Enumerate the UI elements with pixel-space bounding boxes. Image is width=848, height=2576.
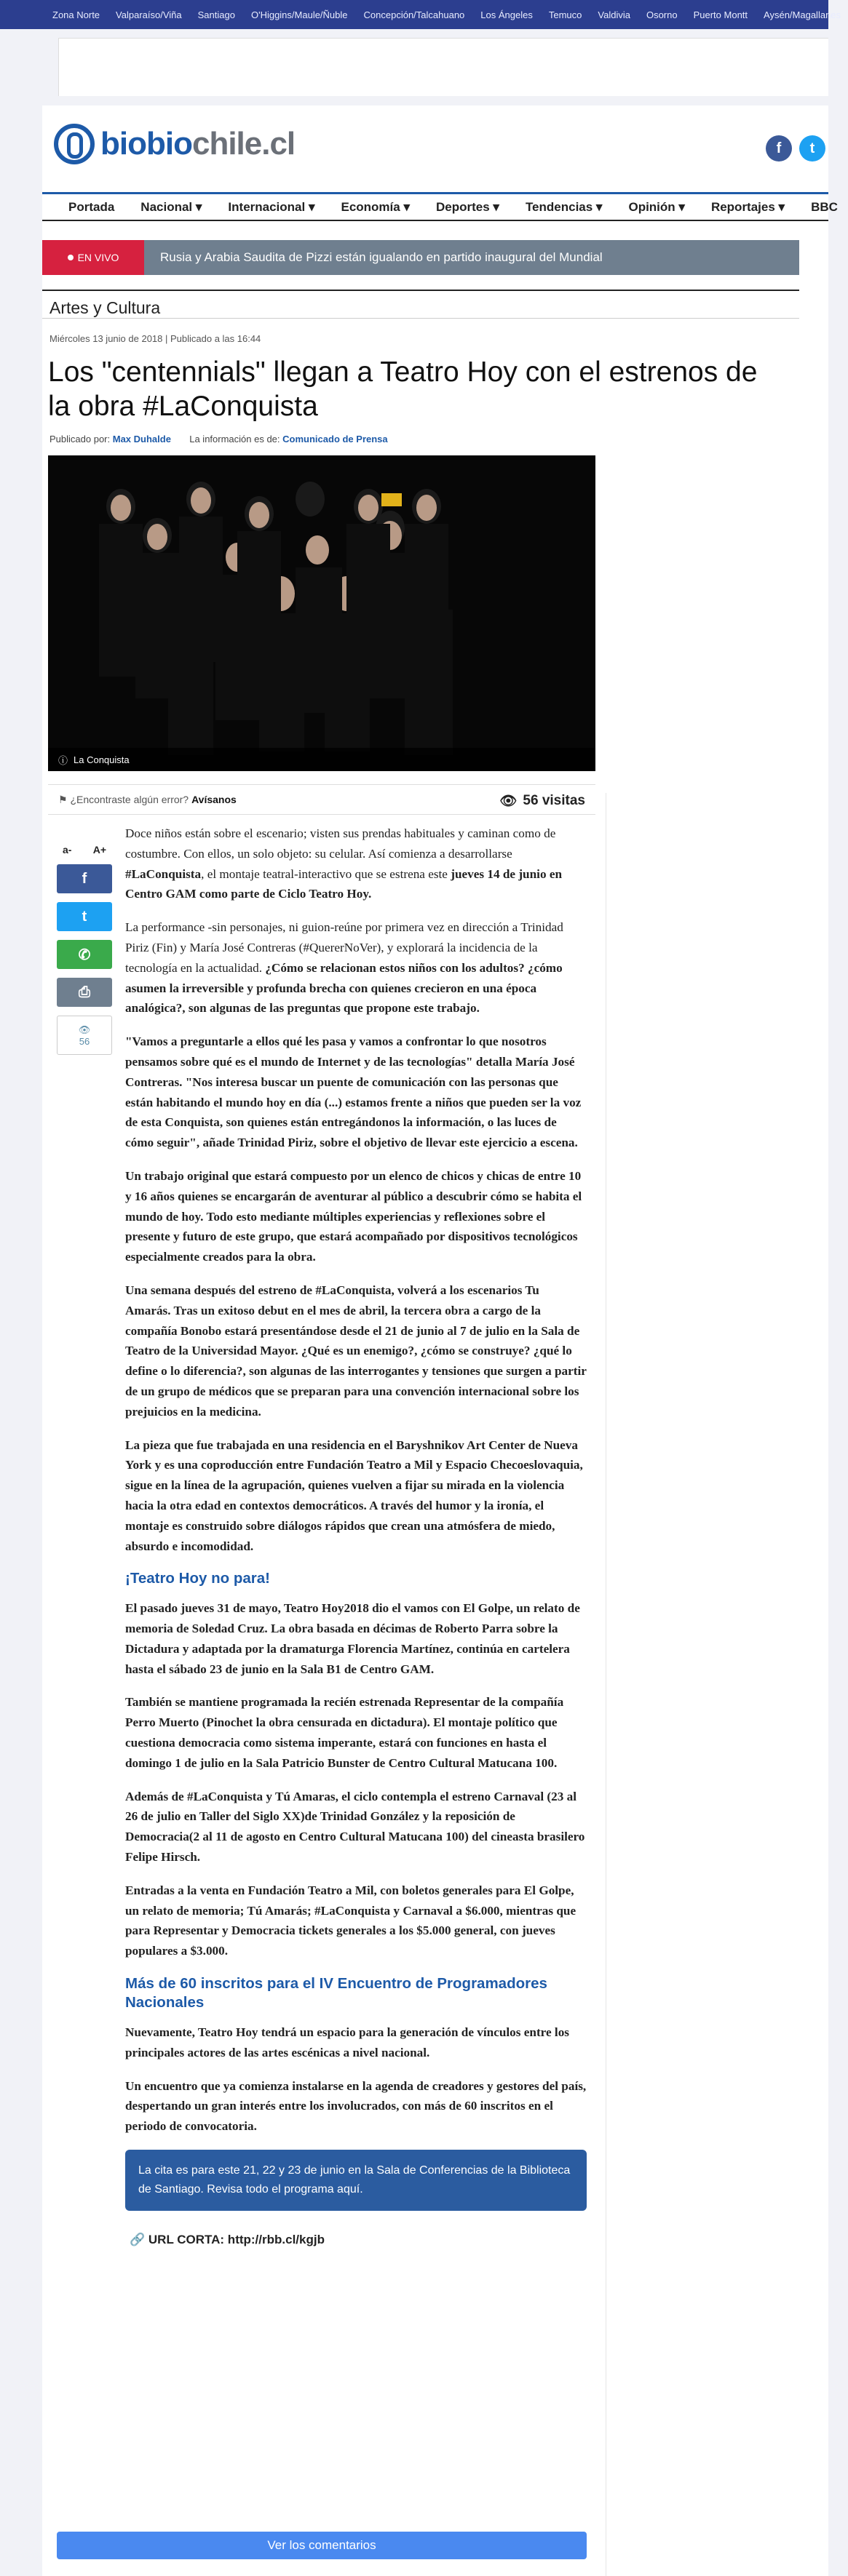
nav-item[interactable]: BBC (811, 199, 838, 214)
city-link[interactable]: O'Higgins/Maule/Ñuble (250, 9, 348, 20)
paragraph: Un encuentro que ya comienza instalarse en la agenda de creadores y gestores del país, despertando un gran interés entre los involucrados, con más de 60 inscritos en el periodo de convocatoria. (125, 2078, 587, 2134)
city-link[interactable]: Concepción/Talcahuano (363, 9, 465, 20)
paragraph: Una semana después del estreno de #LaConquista, volverá a los escenarios Tu Amarás. Tras un exitoso debut en el mes de abril, la tercera obra a cargo de la compañía Bonobo estará presentándose desde el 21 de junio al 7 de julio en la Sala de Teatro de la Universidad Mayor. ¿Qué es un enemigo?, ¿cómo se construye? ¿qué lo define o lo diferencia?, son algunas de las interrogantes y tensiones que surgen a partir de un grupo de médicos que se preparan para una convención internacional sobre los prejuicios en la medicina. (125, 1283, 587, 1419)
font-smaller-button[interactable]: a- (63, 844, 72, 856)
city-link[interactable]: Valparaíso/Viña (116, 9, 182, 20)
nav-item[interactable]: Reportajes ▾ (710, 199, 785, 214)
paragraph: Doce niños están sobre el escenario; visten sus prendas habituales y caminan como de costumbre. Con ellos, un solo objeto: su celular. Así comienza a desarrollarse #LaConquista, el montaje teatral-interactivo que se estrena este jueves 14 de junio en Centro GAM como parte de Ciclo Teatro Hoy. (125, 826, 563, 901)
twitter-icon: t (82, 908, 87, 925)
paragraph: Nuevamente, Teatro Hoy tendrá un espacio para la generación de vínculos entre los principales actores de las artes escénicas a nivel nacional. (125, 2025, 569, 2059)
share-facebook-button[interactable] (57, 864, 112, 893)
author-link[interactable]: Max Duhalde (112, 434, 171, 444)
site-logo[interactable] (54, 124, 295, 164)
live-ticker[interactable] (42, 240, 799, 275)
article-title: Los "centennials" llegan a Teatro Hoy con el estrenos de la obra #LaConquista (48, 356, 758, 422)
paragraph: La pieza que fue trabajada en una residencia en el Baryshnikov Art Center de Nueva York y es una coproducción entre Fundación Teatro a Mil y Espacio Checoeslovaquia, sigue en la línea de la agrupación, quienes vuelven a fijar su mirada en la violencia hacia la otra edad en contextos democráticos. A través del humor y la ironía, el montaje es construido sobre diálogos rápidos que crean una atmósfera de miedo, absurdo e incomodidad. (125, 1437, 583, 1553)
photo-caption: ⓘ La Conquista (48, 748, 595, 771)
live-dot-icon (68, 255, 74, 260)
view-comments-button[interactable]: Ver los comentarios (57, 2532, 587, 2559)
city-link[interactable]: Valdivia (598, 9, 630, 20)
city-link[interactable]: Puerto Montt (693, 9, 748, 20)
paragraph: Además de #LaConquista y Tú Amaras, el ciclo contempla el estreno Carnaval (23 al 26 de julio en Taller del Siglo XX)de Trinidad González y la reposición de Democracia(2 al 11 de agosto en Centro Cultural Matucana 100) del cineasta brasilero Felipe Hirsch. (125, 1789, 585, 1865)
link-icon: 🔗 (130, 2233, 148, 2247)
facebook-icon[interactable]: f (766, 135, 792, 162)
whatsapp-icon: ✆ (78, 946, 91, 963)
paragraph: Un trabajo original que estará compuesto por un elenco de chicos y chicas de entre 10 y 16 años quienes se encargarán de aventurar al público a descubrir cómo se habita el mundo de hoy. Todo esto mediante múltiples experiencias y reflexiones sobre el presente y futuro de este grupo, que estará acompañado por dispositivos tecnológicos especialmente creados para la obra. (125, 1168, 582, 1264)
city-link[interactable]: Santiago (197, 9, 235, 20)
nav-item[interactable]: Opinión ▾ (628, 199, 685, 214)
visit-count: 👁 56 visitas (499, 793, 585, 809)
program-callout[interactable]: La cita es para este 21, 22 y 23 de junio en la Sala de Conferencias de la Biblioteca de Santiago. Revisa todo el programa aquí. (125, 2150, 587, 2211)
logo-icon (54, 124, 95, 164)
nav-item[interactable]: Tendencias ▾ (525, 199, 603, 214)
paragraph: La performance -sin personajes, ni guion-reúne por primera vez en dirección a Trinidad Piriz (Fin) y María José Contreras (#QuererNoVer), y explorará la incidencia de la tecnología en la actualidad. ¿Cómo se relacionan estos niños con los adultos? ¿cómo asumen la irreversible y profunda brecha con quienes crecieron en una época analógica?, son algunas de las preguntas que propone este trabajo. (125, 920, 563, 1016)
paragraph: El pasado jueves 31 de mayo, Teatro Hoy2018 dio el vamos con El Golpe, un relato de memoria de Soledad Cruz. La obra basada en décimas de Roberto Parra sobre la Dictadura y adaptada por la dramaturga Florencia Martínez, continúa en cartelera hasta el sábado 23 de junio en la Sala B1 de Centro GAM. (125, 1601, 580, 1676)
subheading: Más de 60 inscritos para el IV Encuentro de Programadores Nacionales (125, 1975, 547, 2011)
city-link[interactable]: Temuco (548, 9, 582, 20)
logo-text: biobiochile.cl (100, 126, 296, 162)
eye-icon: 👁 (499, 794, 518, 809)
city-link[interactable]: Zona Norte (52, 9, 100, 20)
byline: Publicado por: Max Duhalde La información es de: Comunicado de Prensa (49, 434, 388, 444)
stage-photo (48, 455, 595, 771)
article-photo (48, 455, 595, 771)
share-toolbar (57, 844, 112, 1064)
font-bigger-button[interactable]: A+ (92, 844, 106, 856)
share-whatsapp-button[interactable] (57, 940, 112, 969)
nav-item[interactable]: Economía ▾ (341, 199, 410, 214)
nav-item[interactable]: Internacional ▾ (228, 199, 315, 214)
city-link[interactable]: Los Ángeles (480, 9, 533, 20)
live-tag: EN VIVO (42, 240, 144, 275)
subheading: ¡Teatro Hoy no para! (125, 1570, 270, 1587)
eye-icon: 👁 (78, 1024, 91, 1035)
ad-banner (58, 38, 828, 96)
section-title[interactable]: Artes y Cultura (42, 290, 799, 319)
paragraph: También se mantiene programada la recién estrenada Representar de la compañía Perro Muerto (Pinochet la obra censurada en dictadura). El montaje político que cuestiona democracia como sistema imperante, estará con funciones en hasta el domingo 1 de julio en la Sala Patricio Bunster de Centro Cultural Matucana 100. (125, 1695, 564, 1770)
flag-icon: ⚑ (58, 793, 71, 805)
main-nav (42, 192, 838, 221)
short-url[interactable]: 🔗 URL CORTA: http://rbb.cl/kgjb (130, 2233, 325, 2247)
share-twitter-button[interactable] (57, 902, 112, 931)
error-report-bar: ⚑ ¿Encontraste algún error? Avísanos 👁 56 visitas (48, 784, 595, 815)
info-icon: ⓘ (58, 754, 68, 766)
city-link[interactable]: Aysén/Magallanes (764, 9, 841, 20)
article-body (125, 824, 587, 2250)
city-link[interactable]: Osorno (646, 9, 678, 20)
source-link[interactable]: Comunicado de Prensa (282, 434, 388, 444)
nav-item[interactable]: Deportes ▾ (435, 199, 499, 214)
paragraph: "Vamos a preguntarle a ellos qué les pasa y vamos a confrontar lo que nosotros pensamos sobre qué es el mundo de Internet y de las tecnologías" detalla María José Contreras. "Nos interesa buscar un puente de comunicación con las personas que están habitando el mundo hoy en día (...) estamos frente a niños que pueden ser la voz de esta Conquista, son quienes están entregándonos la información, o las luces de cómo seguir", añade Trinidad Piriz, sobre el objetivo de llevar este ejercicio a escena. (125, 1034, 582, 1150)
print-icon: ⎙ (79, 984, 90, 1000)
facebook-icon: f (82, 870, 87, 887)
article-date: Miércoles 13 junio de 2018 | Publicado a las 16:44 (49, 333, 261, 344)
nav-item[interactable]: Portada (68, 199, 115, 214)
print-button[interactable] (57, 978, 112, 1007)
paragraph: Entradas a la venta en Fundación Teatro a Mil, con boletos generales para El Golpe, un relato de memoria; Tú Amarás; #LaConquista y Carnaval a $6.000, mientras que para Representar y Democracia tickets generales a los $5.000 general, con jueves populares a $3.000. (125, 1883, 576, 1958)
twitter-icon[interactable]: t (799, 135, 825, 162)
views-badge: 👁 56 (57, 1016, 112, 1055)
live-headline[interactable]: Rusia y Arabia Saudita de Pizzi están igualando en partido inaugural del Mundial (144, 240, 799, 275)
nav-item[interactable]: Nacional ▾ (140, 199, 202, 214)
report-error-link[interactable]: Avísanos (191, 794, 237, 805)
city-bar (0, 0, 841, 29)
